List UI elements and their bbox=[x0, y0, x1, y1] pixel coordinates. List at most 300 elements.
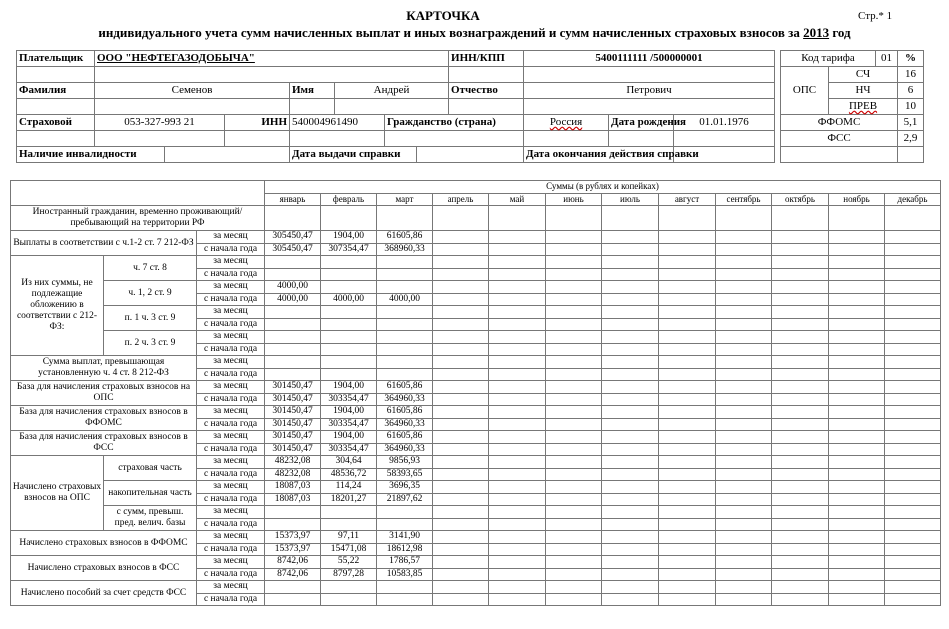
value-cell bbox=[659, 281, 716, 294]
value-cell bbox=[659, 593, 716, 606]
value-cell: 55,22 bbox=[321, 556, 377, 569]
card-title: КАРТОЧКА bbox=[406, 8, 480, 23]
table-row bbox=[11, 356, 941, 369]
value-cell bbox=[829, 231, 885, 244]
period-label: с начала года bbox=[197, 418, 265, 431]
value-cell bbox=[659, 506, 716, 519]
value-cell: 18087,03 bbox=[265, 481, 321, 494]
value-cell bbox=[546, 356, 602, 369]
value-cell bbox=[321, 593, 377, 606]
value-cell bbox=[885, 306, 941, 319]
value-cell bbox=[489, 318, 546, 331]
table-row bbox=[11, 306, 941, 319]
value-cell bbox=[377, 356, 433, 369]
sub-row-label: ч. 1, 2 ст. 9 bbox=[104, 281, 197, 306]
value-cell bbox=[321, 281, 377, 294]
value-cell bbox=[602, 243, 659, 256]
value-cell bbox=[602, 368, 659, 381]
value-cell bbox=[489, 443, 546, 456]
value-cell: 4000,00 bbox=[265, 293, 321, 306]
spacer-cell bbox=[449, 67, 524, 83]
value-cell bbox=[716, 231, 772, 244]
value-cell bbox=[265, 581, 321, 594]
value-cell bbox=[829, 531, 885, 544]
spacer-cell bbox=[290, 131, 385, 147]
value-cell bbox=[885, 531, 941, 544]
payer-value: ООО "НЕФТЕГАЗОДОБЫЧА" bbox=[95, 51, 449, 67]
spacer-cell bbox=[524, 131, 609, 147]
value-cell bbox=[489, 231, 546, 244]
value-cell bbox=[772, 281, 829, 294]
period-label: с начала года bbox=[197, 368, 265, 381]
value-cell bbox=[489, 593, 546, 606]
cert-issue-label: Дата выдачи справки bbox=[290, 147, 417, 163]
value-cell bbox=[602, 356, 659, 369]
value-cell bbox=[772, 481, 829, 494]
period-label: с начала года bbox=[197, 393, 265, 406]
value-cell bbox=[433, 493, 489, 506]
value-cell: 15373,97 bbox=[265, 531, 321, 544]
value-cell bbox=[546, 481, 602, 494]
insurance-value: 053-327-993 21 bbox=[95, 115, 225, 131]
value-cell bbox=[716, 556, 772, 569]
value-cell bbox=[829, 543, 885, 556]
value-cell bbox=[829, 418, 885, 431]
value-cell bbox=[885, 256, 941, 269]
value-cell bbox=[659, 556, 716, 569]
tariff-row-label: ПРЕВ bbox=[829, 99, 898, 115]
value-cell bbox=[602, 456, 659, 469]
value-cell bbox=[602, 431, 659, 444]
value-cell bbox=[433, 543, 489, 556]
value-cell: 3141,90 bbox=[377, 531, 433, 544]
value-cell bbox=[489, 206, 546, 231]
value-cell: 1904,00 bbox=[321, 431, 377, 444]
value-cell bbox=[829, 593, 885, 606]
value-cell bbox=[377, 281, 433, 294]
value-cell bbox=[321, 318, 377, 331]
value-cell bbox=[489, 481, 546, 494]
value-cell bbox=[659, 418, 716, 431]
value-cell bbox=[885, 581, 941, 594]
period-label: за месяц bbox=[197, 406, 265, 419]
value-cell bbox=[885, 431, 941, 444]
value-cell bbox=[489, 281, 546, 294]
value-cell bbox=[829, 293, 885, 306]
sub-row-label: накопительная часть bbox=[104, 481, 197, 506]
value-cell bbox=[659, 256, 716, 269]
value-cell bbox=[433, 481, 489, 494]
value-cell bbox=[489, 293, 546, 306]
sums-header: Суммы (в рублях и копейках) bbox=[265, 181, 941, 194]
tariff-pct-label: % bbox=[898, 51, 924, 67]
value-cell bbox=[377, 581, 433, 594]
period-label: с начала года bbox=[197, 543, 265, 556]
value-cell bbox=[433, 331, 489, 344]
value-cell bbox=[716, 568, 772, 581]
value-cell bbox=[659, 293, 716, 306]
value-cell bbox=[885, 468, 941, 481]
value-cell: 18201,27 bbox=[321, 493, 377, 506]
period-label: с начала года bbox=[197, 568, 265, 581]
value-cell bbox=[433, 581, 489, 594]
page-number: Стр.* 1 bbox=[858, 10, 893, 22]
period-label: за месяц bbox=[197, 381, 265, 394]
value-cell bbox=[546, 418, 602, 431]
value-cell bbox=[829, 431, 885, 444]
value-cell bbox=[433, 431, 489, 444]
tariff-code-value: 01 bbox=[876, 51, 898, 67]
value-cell bbox=[433, 381, 489, 394]
value-cell bbox=[716, 593, 772, 606]
value-cell bbox=[659, 531, 716, 544]
value-cell bbox=[433, 393, 489, 406]
value-cell bbox=[659, 368, 716, 381]
table-row bbox=[11, 231, 941, 244]
table-row bbox=[11, 506, 941, 519]
value-cell bbox=[546, 518, 602, 531]
row-label: База для начисления страховых взносов на ОПС bbox=[11, 381, 197, 406]
value-cell bbox=[602, 306, 659, 319]
value-cell bbox=[772, 231, 829, 244]
month-header: август bbox=[659, 193, 716, 206]
value-cell bbox=[829, 318, 885, 331]
value-cell bbox=[772, 356, 829, 369]
personal-info-table bbox=[16, 50, 775, 163]
value-cell: 8742,06 bbox=[265, 568, 321, 581]
value-cell bbox=[716, 468, 772, 481]
value-cell bbox=[829, 368, 885, 381]
period-label: с начала года bbox=[197, 593, 265, 606]
value-cell bbox=[321, 256, 377, 269]
value-cell bbox=[772, 206, 829, 231]
value-cell bbox=[433, 281, 489, 294]
value-cell bbox=[602, 393, 659, 406]
period-label: за месяц bbox=[197, 481, 265, 494]
month-header: март bbox=[377, 193, 433, 206]
row-label: Из них суммы, не подлежащие обложению в соответствии с 212-ФЗ: bbox=[11, 256, 104, 356]
value-cell bbox=[772, 443, 829, 456]
spacer-cell bbox=[17, 99, 95, 115]
value-cell bbox=[659, 493, 716, 506]
value-cell bbox=[885, 268, 941, 281]
value-cell bbox=[659, 406, 716, 419]
value-cell bbox=[659, 468, 716, 481]
value-cell: 1786,57 bbox=[377, 556, 433, 569]
value-cell bbox=[433, 593, 489, 606]
value-cell bbox=[546, 268, 602, 281]
value-cell bbox=[546, 506, 602, 519]
value-cell bbox=[716, 481, 772, 494]
period-label: за месяц bbox=[197, 506, 265, 519]
value-cell bbox=[659, 331, 716, 344]
value-cell bbox=[546, 581, 602, 594]
value-cell bbox=[772, 593, 829, 606]
value-cell bbox=[829, 556, 885, 569]
sums-table-body bbox=[11, 181, 941, 606]
row-label: Начислено страховых взносов на ОПС bbox=[11, 456, 104, 531]
value-cell bbox=[489, 506, 546, 519]
value-cell bbox=[265, 343, 321, 356]
value-cell bbox=[829, 343, 885, 356]
row-label: Сумма выплат, превышающая установленную ч. 4 ст. 8 212-ФЗ bbox=[11, 356, 197, 381]
sums-table bbox=[10, 180, 941, 606]
value-cell bbox=[489, 581, 546, 594]
value-cell bbox=[659, 431, 716, 444]
patronymic-label: Отчество bbox=[449, 83, 524, 99]
value-cell bbox=[433, 318, 489, 331]
value-cell bbox=[829, 206, 885, 231]
value-cell bbox=[546, 431, 602, 444]
value-cell bbox=[546, 206, 602, 231]
period-label: с начала года bbox=[197, 468, 265, 481]
value-cell bbox=[772, 243, 829, 256]
sub-row-label: страховая часть bbox=[104, 456, 197, 481]
value-cell: 4000,00 bbox=[321, 293, 377, 306]
value-cell bbox=[546, 556, 602, 569]
value-cell bbox=[716, 356, 772, 369]
insurance-label: Страховой bbox=[17, 115, 95, 131]
value-cell bbox=[265, 318, 321, 331]
value-cell: 1904,00 bbox=[321, 406, 377, 419]
value-cell bbox=[829, 281, 885, 294]
value-cell: 301450,47 bbox=[265, 443, 321, 456]
value-cell: 4000,00 bbox=[265, 281, 321, 294]
value-cell bbox=[546, 318, 602, 331]
value-cell bbox=[772, 506, 829, 519]
value-cell bbox=[885, 381, 941, 394]
name-value: Андрей bbox=[335, 83, 449, 99]
value-cell bbox=[602, 206, 659, 231]
period-label: за месяц bbox=[197, 356, 265, 369]
value-cell bbox=[716, 531, 772, 544]
payer-label: Плательщик bbox=[17, 51, 95, 67]
value-cell bbox=[716, 206, 772, 231]
value-cell: 1904,00 bbox=[321, 231, 377, 244]
value-cell bbox=[546, 593, 602, 606]
value-cell bbox=[377, 206, 433, 231]
tariff-row-value: 16 bbox=[898, 67, 924, 83]
value-cell bbox=[716, 581, 772, 594]
value-cell: 305450,47 bbox=[265, 243, 321, 256]
table-row bbox=[11, 456, 941, 469]
tariff-fss-label: ФСС bbox=[781, 131, 898, 147]
value-cell bbox=[321, 368, 377, 381]
value-cell bbox=[602, 468, 659, 481]
value-cell: 301450,47 bbox=[265, 406, 321, 419]
value-cell bbox=[885, 368, 941, 381]
value-cell bbox=[772, 368, 829, 381]
value-cell bbox=[716, 543, 772, 556]
value-cell bbox=[489, 243, 546, 256]
value-cell bbox=[377, 268, 433, 281]
value-cell bbox=[716, 268, 772, 281]
value-cell bbox=[433, 306, 489, 319]
value-cell bbox=[829, 481, 885, 494]
patronymic-value: Петрович bbox=[524, 83, 775, 99]
value-cell: 8797,28 bbox=[321, 568, 377, 581]
value-cell bbox=[433, 443, 489, 456]
value-cell: 97,11 bbox=[321, 531, 377, 544]
value-cell bbox=[772, 331, 829, 344]
value-cell bbox=[885, 593, 941, 606]
value-cell bbox=[772, 418, 829, 431]
value-cell: 10583,85 bbox=[377, 568, 433, 581]
month-header: апрель bbox=[433, 193, 489, 206]
surname-value: Семенов bbox=[95, 83, 290, 99]
value-cell bbox=[602, 293, 659, 306]
value-cell bbox=[546, 531, 602, 544]
value-cell bbox=[772, 456, 829, 469]
value-cell bbox=[772, 568, 829, 581]
table-row bbox=[11, 531, 941, 544]
tariff-row-value: 10 bbox=[898, 99, 924, 115]
value-cell bbox=[265, 331, 321, 344]
value-cell bbox=[716, 393, 772, 406]
table-row bbox=[11, 556, 941, 569]
value-cell bbox=[265, 206, 321, 231]
spacer-cell bbox=[781, 147, 898, 163]
value-cell bbox=[546, 281, 602, 294]
value-cell bbox=[716, 293, 772, 306]
table-row bbox=[11, 381, 941, 394]
value-cell bbox=[377, 306, 433, 319]
spacer-cell bbox=[95, 99, 290, 115]
value-cell bbox=[602, 531, 659, 544]
period-label: с начала года bbox=[197, 493, 265, 506]
inn-kpp-value: 5400111111 /500000001 bbox=[524, 51, 775, 67]
value-cell: 301450,47 bbox=[265, 393, 321, 406]
value-cell bbox=[716, 318, 772, 331]
value-cell: 8742,06 bbox=[265, 556, 321, 569]
value-cell bbox=[489, 393, 546, 406]
period-label: за месяц bbox=[197, 306, 265, 319]
value-cell bbox=[602, 593, 659, 606]
value-cell bbox=[772, 493, 829, 506]
period-label: с начала года bbox=[197, 443, 265, 456]
value-cell bbox=[546, 331, 602, 344]
spacer-cell bbox=[95, 131, 225, 147]
spacer-cell bbox=[17, 67, 95, 83]
value-cell bbox=[321, 518, 377, 531]
month-header: июнь bbox=[546, 193, 602, 206]
value-cell bbox=[885, 556, 941, 569]
inn-label: ИНН bbox=[225, 115, 290, 131]
table-row bbox=[11, 581, 941, 594]
value-cell: 307354,47 bbox=[321, 243, 377, 256]
value-cell bbox=[377, 256, 433, 269]
value-cell bbox=[885, 243, 941, 256]
value-cell bbox=[829, 581, 885, 594]
month-header: декабрь bbox=[885, 193, 941, 206]
value-cell bbox=[829, 518, 885, 531]
value-cell bbox=[433, 456, 489, 469]
value-cell: 61605,86 bbox=[377, 381, 433, 394]
value-cell bbox=[546, 393, 602, 406]
value-cell: 18612,98 bbox=[377, 543, 433, 556]
value-cell: 301450,47 bbox=[265, 431, 321, 444]
value-cell bbox=[716, 506, 772, 519]
value-cell bbox=[433, 568, 489, 581]
value-cell bbox=[602, 418, 659, 431]
value-cell bbox=[602, 568, 659, 581]
table-row bbox=[11, 406, 941, 419]
period-label: с начала года bbox=[197, 518, 265, 531]
tariff-fss-value: 2,9 bbox=[898, 131, 924, 147]
period-label: за месяц bbox=[197, 331, 265, 344]
row-label: Начислено страховых взносов в ФФОМС bbox=[11, 531, 197, 556]
value-cell bbox=[602, 268, 659, 281]
value-cell bbox=[716, 443, 772, 456]
value-cell bbox=[602, 481, 659, 494]
value-cell bbox=[716, 431, 772, 444]
spacer-cell bbox=[524, 99, 775, 115]
value-cell bbox=[772, 343, 829, 356]
value-cell bbox=[321, 506, 377, 519]
value-cell bbox=[546, 306, 602, 319]
value-cell bbox=[885, 518, 941, 531]
value-cell: 21897,62 bbox=[377, 493, 433, 506]
value-cell bbox=[659, 543, 716, 556]
table-row bbox=[11, 281, 941, 294]
value-cell bbox=[772, 256, 829, 269]
value-cell bbox=[546, 568, 602, 581]
value-cell bbox=[489, 493, 546, 506]
value-cell bbox=[433, 293, 489, 306]
value-cell: 301450,47 bbox=[265, 418, 321, 431]
value-cell bbox=[602, 556, 659, 569]
value-cell bbox=[829, 331, 885, 344]
value-cell bbox=[716, 456, 772, 469]
table-row bbox=[11, 206, 941, 231]
value-cell bbox=[659, 206, 716, 231]
value-cell bbox=[716, 493, 772, 506]
spacer-cell bbox=[290, 99, 335, 115]
inn-value: 540004961490 bbox=[290, 115, 385, 131]
value-cell bbox=[772, 556, 829, 569]
value-cell bbox=[377, 593, 433, 606]
value-cell: 303354,47 bbox=[321, 418, 377, 431]
value-cell bbox=[659, 456, 716, 469]
value-cell bbox=[321, 581, 377, 594]
value-cell bbox=[716, 518, 772, 531]
value-cell bbox=[433, 231, 489, 244]
tariff-row-label: СЧ bbox=[829, 67, 898, 83]
value-cell bbox=[321, 306, 377, 319]
value-cell: 61605,86 bbox=[377, 231, 433, 244]
value-cell bbox=[885, 206, 941, 231]
row-label: Иностранный гражданин, временно проживающий/ пребывающий на территории РФ bbox=[11, 206, 265, 231]
period-label: с начала года bbox=[197, 293, 265, 306]
value-cell bbox=[265, 368, 321, 381]
spacer-cell bbox=[95, 67, 449, 83]
subtitle-suffix: год bbox=[832, 25, 851, 40]
value-cell bbox=[716, 418, 772, 431]
period-label: за месяц bbox=[197, 231, 265, 244]
month-header: январь bbox=[265, 193, 321, 206]
value-cell bbox=[489, 406, 546, 419]
value-cell bbox=[433, 343, 489, 356]
value-cell bbox=[716, 306, 772, 319]
value-cell bbox=[602, 281, 659, 294]
value-cell bbox=[265, 356, 321, 369]
spacer-cell bbox=[524, 67, 775, 83]
value-cell bbox=[885, 318, 941, 331]
value-cell bbox=[772, 518, 829, 531]
value-cell bbox=[546, 381, 602, 394]
value-cell bbox=[829, 443, 885, 456]
value-cell bbox=[489, 343, 546, 356]
